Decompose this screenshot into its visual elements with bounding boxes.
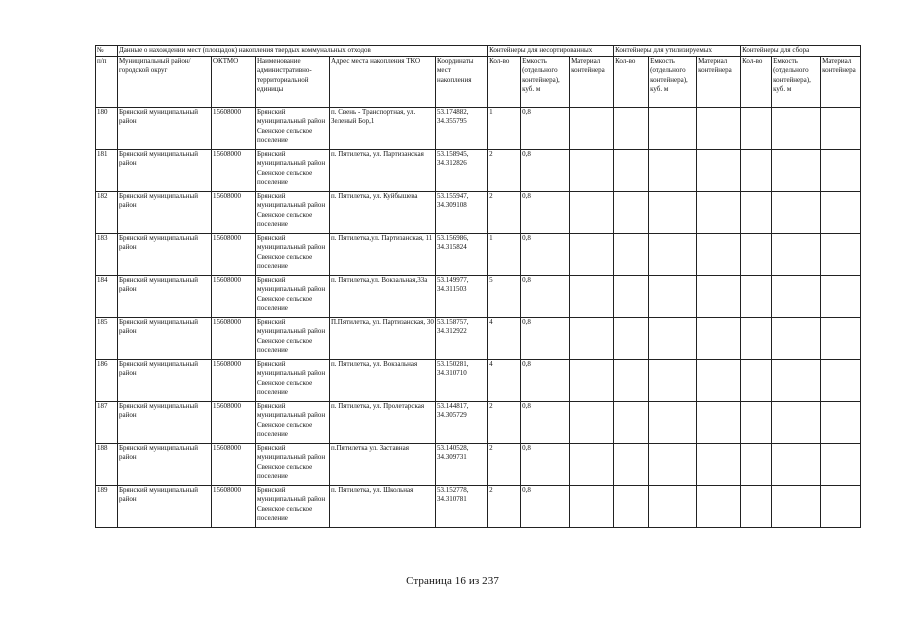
cell-empty xyxy=(614,275,649,317)
table-row xyxy=(96,191,861,233)
cell-oktmo: 15608000 xyxy=(212,275,256,317)
cell-empty xyxy=(614,485,649,527)
cell-empty xyxy=(741,149,772,191)
cell-no: 183 xyxy=(96,233,118,275)
cell-empty xyxy=(741,359,772,401)
cell-empty xyxy=(649,233,697,275)
cell-no: 189 xyxy=(96,485,118,527)
cell-municipal: Брянский муниципальный район xyxy=(118,317,212,359)
cell-territory: Брянский муниципальный район Свенское сельское поселение xyxy=(256,401,330,443)
cell-oktmo: 15608000 xyxy=(212,107,256,149)
cell-empty xyxy=(821,275,861,317)
cell-empty xyxy=(741,443,772,485)
cell-empty xyxy=(741,233,772,275)
cell-coords: 53.156986, 34.315824 xyxy=(436,233,488,275)
col-number-header: № xyxy=(96,46,118,57)
table-header xyxy=(96,46,861,108)
cell-empty xyxy=(614,359,649,401)
cell-empty xyxy=(649,275,697,317)
cell-municipal: Брянский муниципальный район xyxy=(118,275,212,317)
cell-empty xyxy=(614,317,649,359)
cell-empty xyxy=(697,359,741,401)
cell-empty xyxy=(697,233,741,275)
cell-empty xyxy=(614,443,649,485)
cell-empty xyxy=(570,359,614,401)
cell-empty xyxy=(741,317,772,359)
cell-address: п. Пятилетка, ул. Куйбышева xyxy=(330,191,436,233)
cell-capacity: 0,8 xyxy=(521,317,570,359)
col-address-header: Адрес места накопления ТКО xyxy=(330,56,436,107)
table-row xyxy=(96,359,861,401)
cell-territory: Брянский муниципальный район Свенское сельское поселение xyxy=(256,485,330,527)
table-row xyxy=(96,149,861,191)
table-row xyxy=(96,233,861,275)
cell-address: п.Пятилетка ул. Заставная xyxy=(330,443,436,485)
cell-empty xyxy=(614,149,649,191)
col-count3-header: Кол-во xyxy=(741,56,772,107)
cell-empty xyxy=(772,275,821,317)
cell-oktmo: 15608000 xyxy=(212,485,256,527)
cell-empty xyxy=(649,359,697,401)
cell-territory: Брянский муниципальный район Свенское сельское поселение xyxy=(256,233,330,275)
cell-empty xyxy=(821,443,861,485)
cell-address: п. Пятилетка, ул. Вокзальная xyxy=(330,359,436,401)
cell-empty xyxy=(821,317,861,359)
col-capacity3-header: Емкость (отдельного контейнера), куб. м xyxy=(772,56,821,107)
cell-coords: 53.150281, 34.310710 xyxy=(436,359,488,401)
cell-no: 187 xyxy=(96,401,118,443)
cell-empty xyxy=(649,485,697,527)
cell-territory: Брянский муниципальный район Свенское сельское поселение xyxy=(256,275,330,317)
cell-empty xyxy=(772,107,821,149)
cell-capacity: 0,8 xyxy=(521,401,570,443)
cell-capacity: 0,8 xyxy=(521,485,570,527)
cell-municipal: Брянский муниципальный район xyxy=(118,233,212,275)
cell-capacity: 0,8 xyxy=(521,443,570,485)
table-row xyxy=(96,485,861,527)
col-material3-header: Материал контейнера xyxy=(821,56,861,107)
cell-empty xyxy=(772,317,821,359)
cell-address: п. Пятилетка,ул. Партизанская, 11 xyxy=(330,233,436,275)
cell-municipal: Брянский муниципальный район xyxy=(118,191,212,233)
table-row xyxy=(96,275,861,317)
cell-capacity: 0,8 xyxy=(521,359,570,401)
cell-empty xyxy=(741,107,772,149)
cell-no: 182 xyxy=(96,191,118,233)
table-row xyxy=(96,443,861,485)
cell-empty xyxy=(772,401,821,443)
cell-empty xyxy=(772,233,821,275)
group-header-unsorted: Контейнеры для несортированных xyxy=(488,46,614,57)
cell-empty xyxy=(741,485,772,527)
cell-empty xyxy=(697,443,741,485)
cell-coords: 53.158945, 34.312826 xyxy=(436,149,488,191)
cell-count: 1 xyxy=(488,107,521,149)
cell-empty xyxy=(649,107,697,149)
cell-municipal: Брянский муниципальный район xyxy=(118,485,212,527)
cell-oktmo: 15608000 xyxy=(212,317,256,359)
table-row xyxy=(96,317,861,359)
cell-empty xyxy=(821,149,861,191)
cell-capacity: 0,8 xyxy=(521,191,570,233)
cell-empty xyxy=(570,149,614,191)
table-row xyxy=(96,107,861,149)
cell-empty xyxy=(649,401,697,443)
cell-empty xyxy=(697,401,741,443)
cell-count: 2 xyxy=(488,443,521,485)
col-capacity2-header: Емкость (отдельного контейнера), куб. м xyxy=(649,56,697,107)
cell-no: 185 xyxy=(96,317,118,359)
cell-oktmo: 15608000 xyxy=(212,233,256,275)
col-pp-header: п/п xyxy=(96,56,118,107)
cell-empty xyxy=(741,191,772,233)
cell-empty xyxy=(614,107,649,149)
cell-municipal: Брянский муниципальный район xyxy=(118,401,212,443)
cell-capacity: 0,8 xyxy=(521,233,570,275)
cell-count: 2 xyxy=(488,485,521,527)
cell-address: п. Пятилетка, ул. Пролетарская xyxy=(330,401,436,443)
cell-address: п. Пятилетка, ул. Школьная xyxy=(330,485,436,527)
cell-empty xyxy=(649,149,697,191)
cell-no: 180 xyxy=(96,107,118,149)
cell-address: п. Пятилетка,ул. Вокзальная,33а xyxy=(330,275,436,317)
cell-territory: Брянский муниципальный район Свенское сельское поселение xyxy=(256,149,330,191)
cell-empty xyxy=(697,191,741,233)
cell-address: П.Пятилетка, ул. Партизанская, 30 xyxy=(330,317,436,359)
cell-empty xyxy=(570,485,614,527)
cell-coords: 53.140528, 34.309731 xyxy=(436,443,488,485)
cell-count: 4 xyxy=(488,317,521,359)
cell-coords: 53.158757, 34.312922 xyxy=(436,317,488,359)
col-count2-header: Кол-во xyxy=(614,56,649,107)
cell-no: 184 xyxy=(96,275,118,317)
cell-count: 4 xyxy=(488,359,521,401)
cell-empty xyxy=(772,359,821,401)
cell-empty xyxy=(772,485,821,527)
cell-empty xyxy=(614,233,649,275)
cell-count: 1 xyxy=(488,233,521,275)
cell-coords: 53.149977, 34.311503 xyxy=(436,275,488,317)
cell-empty xyxy=(772,149,821,191)
cell-capacity: 0,8 xyxy=(521,107,570,149)
cell-address: п. Пятилетка, ул. Партизанская xyxy=(330,149,436,191)
cell-empty xyxy=(821,107,861,149)
cell-empty xyxy=(570,401,614,443)
cell-oktmo: 15608000 xyxy=(212,191,256,233)
col-material2-header: Материал контейнера xyxy=(697,56,741,107)
cell-empty xyxy=(570,275,614,317)
cell-empty xyxy=(649,191,697,233)
cell-coords: 53.144817, 34.305729 xyxy=(436,401,488,443)
col-coords-header: Координаты мест накопления xyxy=(436,56,488,107)
group-header-recyclable: Контейнеры для утилизируемых xyxy=(614,46,741,57)
cell-capacity: 0,8 xyxy=(521,275,570,317)
cell-count: 2 xyxy=(488,149,521,191)
cell-no: 186 xyxy=(96,359,118,401)
cell-capacity: 0,8 xyxy=(521,149,570,191)
table-body xyxy=(96,107,861,527)
col-municipal-header: Муниципальный район/городской округ xyxy=(118,56,212,107)
cell-empty xyxy=(649,317,697,359)
cell-no: 188 xyxy=(96,443,118,485)
cell-empty xyxy=(570,233,614,275)
cell-empty xyxy=(570,107,614,149)
cell-empty xyxy=(741,275,772,317)
cell-empty xyxy=(697,317,741,359)
cell-empty xyxy=(821,191,861,233)
cell-empty xyxy=(697,275,741,317)
cell-no: 181 xyxy=(96,149,118,191)
cell-coords: 53.152778, 34.310781 xyxy=(436,485,488,527)
cell-territory: Брянский муниципальный район Свенское сельское поселение xyxy=(256,107,330,149)
col-capacity-header: Емкость (отдельного контейнера), куб. м xyxy=(521,56,570,107)
group-header-places: Данные о нахождении мест (площадок) накопления твердых коммунальных отходов xyxy=(118,46,488,57)
col-oktmo-header: ОКТМО xyxy=(212,56,256,107)
cell-municipal: Брянский муниципальный район xyxy=(118,149,212,191)
document-sheet xyxy=(95,45,860,528)
cell-empty xyxy=(570,317,614,359)
cell-empty xyxy=(697,149,741,191)
cell-empty xyxy=(741,401,772,443)
cell-count: 5 xyxy=(488,275,521,317)
cell-oktmo: 15608000 xyxy=(212,401,256,443)
cell-municipal: Брянский муниципальный район xyxy=(118,107,212,149)
cell-empty xyxy=(570,191,614,233)
cell-oktmo: 15608000 xyxy=(212,149,256,191)
waste-sites-table xyxy=(95,45,861,528)
cell-empty xyxy=(772,191,821,233)
cell-address: п. Свень - Транспортная, ул. Зеленый Бор,1 xyxy=(330,107,436,149)
col-territory-header: Наименование административно-территориальной единицы xyxy=(256,56,330,107)
cell-empty xyxy=(821,359,861,401)
cell-territory: Брянский муниципальный район Свенское сельское поселение xyxy=(256,443,330,485)
cell-empty xyxy=(697,107,741,149)
cell-count: 2 xyxy=(488,401,521,443)
cell-empty xyxy=(570,443,614,485)
cell-municipal: Брянский муниципальный район xyxy=(118,443,212,485)
cell-empty xyxy=(821,485,861,527)
group-header-collection: Контейнеры для сбора xyxy=(741,46,861,57)
cell-oktmo: 15608000 xyxy=(212,359,256,401)
cell-territory: Брянский муниципальный район Свенское сельское поселение xyxy=(256,359,330,401)
cell-oktmo: 15608000 xyxy=(212,443,256,485)
cell-coords: 53.155947, 34.309108 xyxy=(436,191,488,233)
col-count-header: Кол-во xyxy=(488,56,521,107)
cell-municipal: Брянский муниципальный район xyxy=(118,359,212,401)
cell-empty xyxy=(649,443,697,485)
cell-count: 2 xyxy=(488,191,521,233)
cell-empty xyxy=(614,191,649,233)
page-number: Страница 16 из 237 xyxy=(406,575,499,587)
cell-territory: Брянский муниципальный район Свенское сельское поселение xyxy=(256,191,330,233)
col-material-header: Материал контейнера xyxy=(570,56,614,107)
cell-empty xyxy=(697,485,741,527)
cell-empty xyxy=(821,233,861,275)
page-footer xyxy=(0,575,905,588)
cell-coords: 53.174882, 34.355795 xyxy=(436,107,488,149)
cell-empty xyxy=(614,401,649,443)
cell-empty xyxy=(821,401,861,443)
cell-territory: Брянский муниципальный район Свенское сельское поселение xyxy=(256,317,330,359)
table-row xyxy=(96,401,861,443)
cell-empty xyxy=(772,443,821,485)
